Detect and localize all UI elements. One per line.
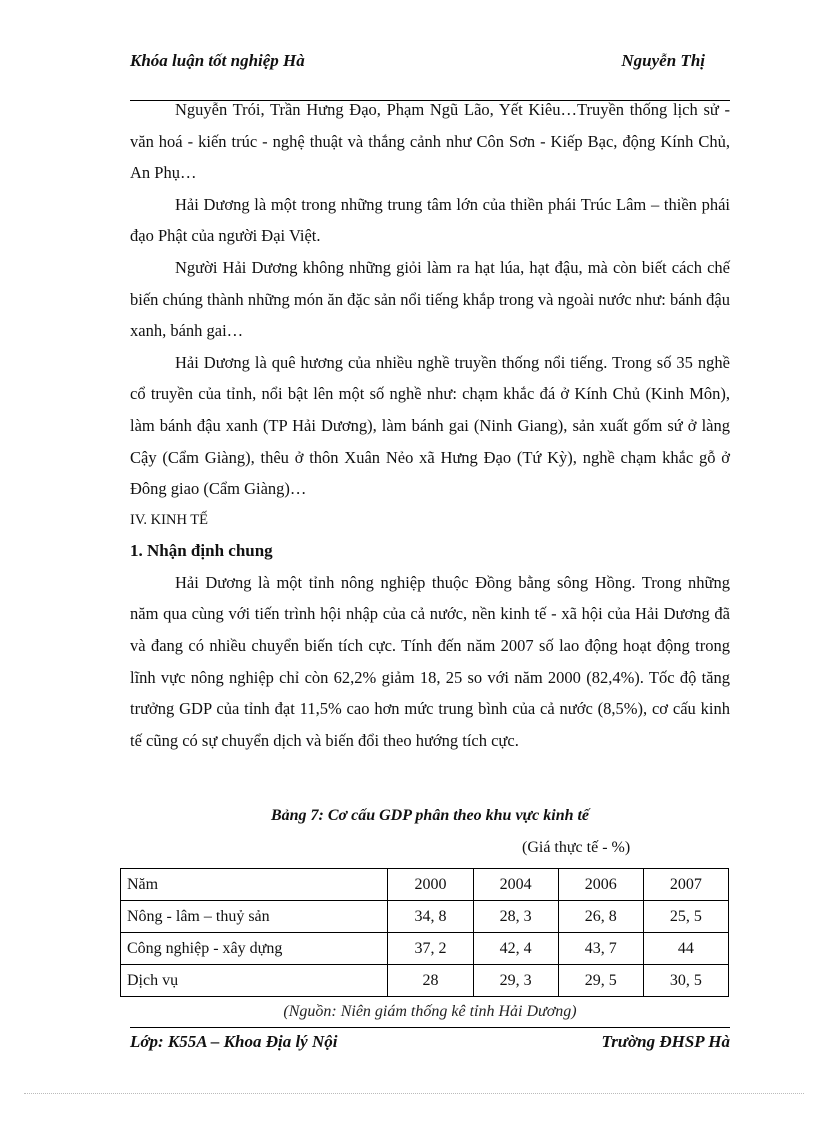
table-row: [121, 933, 729, 965]
table-unit: (Giá thực tế - %): [522, 839, 631, 856]
paragraph-5: Hải Dương là một tỉnh nông nghiệp thuộc Đồng bằng sông Hồng. Trong những năm qua cùng với tiến trình hội nhập của cả nước, nền kinh tế - xã hội của Hải Dương đã và đang có nhiều chuyển biến tích cực. Tính đến năm 2007 số lao động hoạt động trong lĩnh vực nông nghiệp chỉ còn 62,2% giảm 18, 25 so với năm 2000 (82,4%). Tốc độ tăng trưởng GDP của tỉnh đạt 11,5% cao hơn mức trung bình của cả nước (8,5%), cơ cấu kinh tế cũng có sự chuyển dịch và biến đổi theo hướng tích cực.: [130, 572, 730, 750]
page-body: [130, 94, 730, 756]
table-source: (Nguồn: Niên giám thống kê tỉnh Hải Dương): [283, 1003, 577, 1020]
table-header-cell: 2006: [558, 869, 643, 901]
table-header-cell: 2007: [643, 869, 728, 901]
header-author: Nguyễn Thị: [621, 51, 705, 70]
page-bottom-divider: [24, 1093, 804, 1094]
table-row: [121, 965, 729, 997]
footer-university: Trường ĐHSP Hà: [601, 1032, 730, 1051]
table-cell: 28, 3: [473, 901, 558, 933]
table-header-cell: Năm: [121, 869, 388, 901]
gdp-structure-table: [120, 868, 729, 997]
table-cell: 44: [643, 933, 728, 965]
table-row: [121, 901, 729, 933]
page-footer: [130, 1027, 730, 1080]
table-cell: 30, 5: [643, 965, 728, 997]
table-cell: 43, 7: [558, 933, 643, 965]
table-cell: 29, 3: [473, 965, 558, 997]
table-cell: 25, 5: [643, 901, 728, 933]
table-header-cell: 2004: [473, 869, 558, 901]
table-cell: Dịch vụ: [121, 965, 388, 997]
section-heading: IV. KINH TẾ: [130, 511, 209, 528]
table-cell: 28: [388, 965, 473, 997]
table-cell: 29, 5: [558, 965, 643, 997]
table-cell: 34, 8: [388, 901, 473, 933]
paragraph-1: Nguyễn Trói, Trần Hưng Đạo, Phạm Ngũ Lão, Yết Kiêu…Truyền thống lịch sử - văn hoá - kiến trúc - nghệ thuật và thắng cảnh như Côn Sơn - Kiếp Bạc, động Kính Chủ, An Phụ…: [130, 100, 730, 183]
table-cell: 26, 8: [558, 901, 643, 933]
table-cell: 37, 2: [388, 933, 473, 965]
paragraph-3: Người Hải Dương không những giỏi làm ra hạt lúa, hạt đậu, mà còn biết cách chế biến chúng thành những món ăn đặc sản nổi tiếng khắp trong và ngoài nước như: bánh đậu xanh, bánh gai…: [130, 257, 730, 341]
header-thesis-title: Khóa luận tốt nghiệp Hà: [130, 51, 305, 70]
paragraph-2: Hải Dương là một trong những trung tâm lớn của thiền phái Trúc Lâm – thiền phái đạo Phật của người Đại Việt.: [130, 194, 730, 246]
table-cell: Nông - lâm – thuỷ sản: [121, 901, 388, 933]
subsection-heading: 1. Nhận định chung: [130, 540, 273, 560]
footer-class-department: Lớp: K55A – Khoa Địa lý Nội: [130, 1032, 338, 1051]
table-header-cell: 2000: [388, 869, 473, 901]
table-cell: 42, 4: [473, 933, 558, 965]
table-cell: Công nghiệp - xây dựng: [121, 933, 388, 965]
paragraph-4: Hải Dương là quê hương của nhiều nghề truyền thống nổi tiếng. Trong số 35 nghề cổ truyền của tỉnh, nổi bật lên một số nghề như: chạm khắc đá ở Kính Chủ (Kinh Môn), làm bánh đậu xanh (TP Hải Dương), làm bánh gai (Ninh Giang), sản xuất gốm sứ ở làng Cậy (Cẩm Giàng), thêu ở thôn Xuân Nẻo xã Hưng Đạo (Tứ Kỳ), nghề chạm khắc gỗ ở Đông giao (Cẩm Giàng)…: [130, 352, 730, 499]
table-caption: Bảng 7: Cơ cấu GDP phân theo khu vực kinh tế: [270, 807, 590, 824]
table-header-row: [121, 869, 729, 901]
